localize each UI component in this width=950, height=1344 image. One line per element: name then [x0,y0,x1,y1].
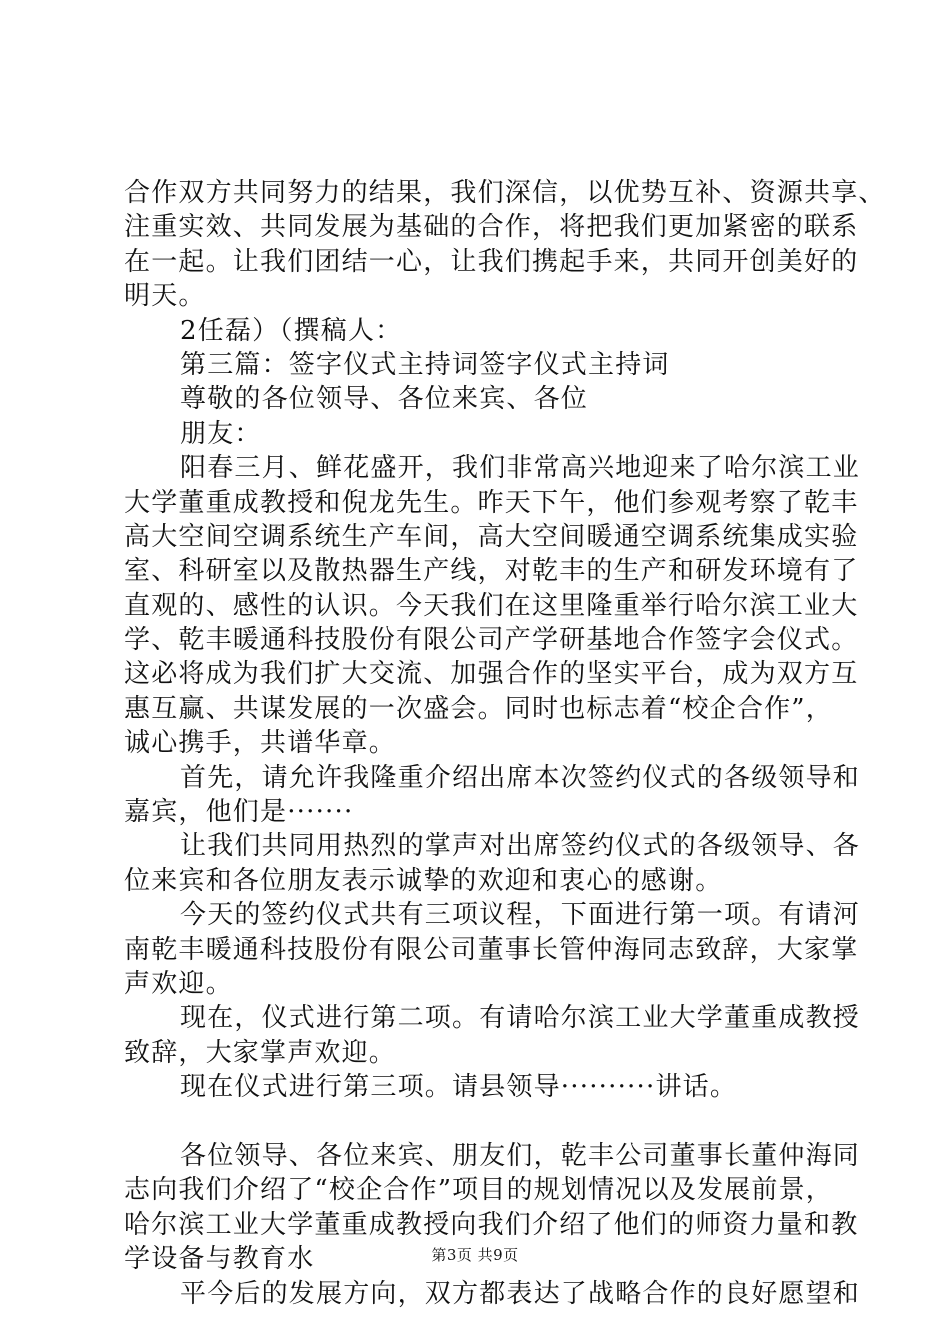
text-line: 第三篇：签字仪式主持词签字仪式主持词 [180,349,670,380]
text-line: 首先，请允许我隆重介绍出席本次签约仪式的各级领导和 [180,762,861,793]
text-line: 各位领导、各位来宾、朋友们，乾丰公司董事长董仲海同 [180,1140,861,1171]
text-line: 平今后的发展方向，双方都表达了战略合作的良好愿望和 [180,1278,861,1309]
text-line: 阳春三月、鲜花盛开，我们非常高兴地迎来了哈尔滨工业 [180,453,861,484]
text-line: 学设备与教育水 [124,1244,315,1275]
text-line: 朋友： [180,418,262,449]
text-line: 哈尔滨工业大学董重成教授向我们介绍了他们的师资力量和教 [124,1209,859,1240]
blank-line [124,1105,836,1139]
text-line: 惠互赢、共谋发展的一次盛会。同时也标志着“校企合作”， [124,693,833,724]
text-line: 这必将成为我们扩大交流、加强合作的坚实平台，成为双方互 [124,659,859,690]
page-footer: 第3页 共9页 [431,1246,519,1264]
text-line: 注重实效、共同发展为基础的合作，将把我们更加紧密的联系 [124,212,859,243]
text-line: 高大空间空调系统生产车间，高大空间暖通空调系统集成实验 [124,521,859,552]
text-line: 南乾丰暖通科技股份有限公司董事长管仲海同志致辞，大家掌 [124,934,859,965]
text-line: 致辞，大家掌声欢迎。 [124,1037,397,1068]
text-line: 学、乾丰暖通科技股份有限公司产学研基地合作签字会仪式。 [124,625,859,656]
text-line: 诚心携手，共谱华章。 [124,728,397,759]
text-line: 现在，仪式进行第二项。有请哈尔滨工业大学董重成教授 [180,1003,861,1034]
text-line: 让我们共同用热烈的掌声对出席签约仪式的各级领导、各 [180,831,861,862]
text-line: 合作双方共同努力的结果，我们深信，以优势互补、资源共享、 [124,178,886,208]
text-line: 现在仪式进行第三项。请县领导··········讲话。 [180,1072,738,1103]
text-line: 尊敬的各位领导、各位来宾、各位 [180,384,589,415]
text-line: 声欢迎。 [124,968,233,999]
text-line: 嘉宾，他们是······· [124,797,354,828]
text-line: 明天。 [124,281,206,312]
text-line: 在一起。让我们团结一心，让我们携起手来，共同开创美好的 [124,246,859,277]
text-line: 大学董重成教授和倪龙先生。昨天下午，他们参观考察了乾丰 [124,487,859,518]
text-line: 直观的、感性的认识。今天我们在这里隆重举行哈尔滨工业大 [124,590,859,621]
text-line: 位来宾和各位朋友表示诚挚的欢迎和衷心的感谢。 [124,865,723,896]
text-line: 2任磊）（撰稿人： [180,315,403,346]
document-body [124,176,886,1311]
text-line: 今天的签约仪式共有三项议程，下面进行第一项。有请河 [180,900,861,931]
text-line: 志向我们介绍了“校企合作”项目的规划情况以及发展前景， [124,1175,833,1206]
text-line: 室、科研室以及散热器生产线，对乾丰的生产和研发环境有了 [124,556,859,587]
